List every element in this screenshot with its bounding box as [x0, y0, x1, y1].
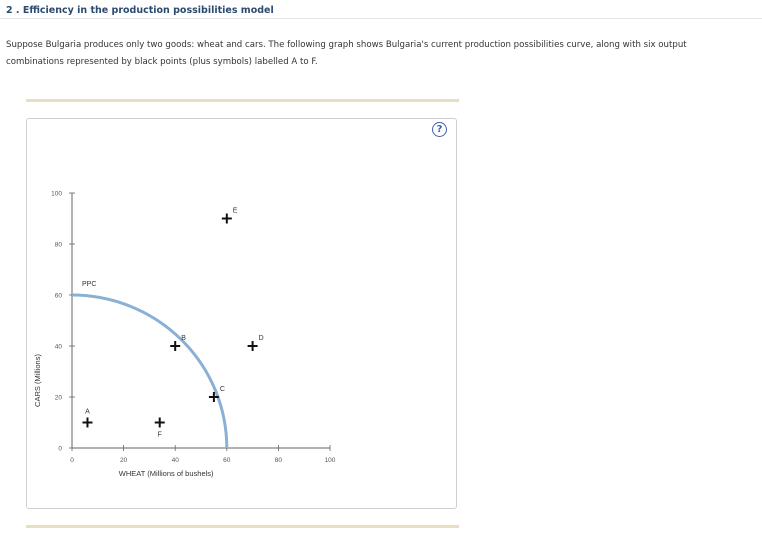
x-tick-label: 20	[119, 457, 128, 464]
data-points	[82, 208, 263, 439]
point-label: B	[181, 335, 186, 342]
x-tick-label: 100	[324, 457, 336, 464]
point-label: D	[258, 335, 264, 342]
ppc-curve-label: PPC	[82, 281, 97, 288]
y-axis-label: CARS (Millions)	[33, 354, 42, 407]
y-tick-label: 100	[51, 190, 62, 198]
point-a	[82, 409, 92, 428]
y-tick-label: 0	[58, 445, 62, 453]
ppc-curve	[72, 295, 227, 448]
question-text: Suppose Bulgaria produces only two goods: wheat and cars. The following graph shows Bulgaria's current production possibilities curve, along with six output combinations represented by black points (plus symbols) labelled A to F.	[6, 40, 687, 67]
y-tick-label: 20	[54, 394, 62, 402]
point-label: E	[232, 207, 238, 215]
question-title: 2 . Efficiency in the production possibilities model	[6, 5, 274, 16]
point-e	[222, 208, 238, 224]
x-tick-label: 40	[171, 457, 179, 464]
x-tick-label: 60	[223, 457, 231, 464]
y-tick-label: 40	[54, 343, 62, 351]
x-tick-label: 0	[70, 457, 74, 464]
point-label: C	[219, 386, 225, 393]
axes	[51, 190, 336, 464]
y-tick-label: 80	[54, 241, 62, 249]
point-d	[248, 335, 264, 351]
point-label: F	[157, 431, 162, 439]
point-f	[155, 418, 165, 439]
point-label: A	[85, 408, 90, 416]
x-tick-label: 80	[274, 457, 283, 464]
x-axis-label: WHEAT (Millions of bushels)	[118, 469, 214, 478]
help-icon[interactable]: ?	[432, 122, 447, 137]
y-tick-label: 60	[54, 292, 62, 300]
